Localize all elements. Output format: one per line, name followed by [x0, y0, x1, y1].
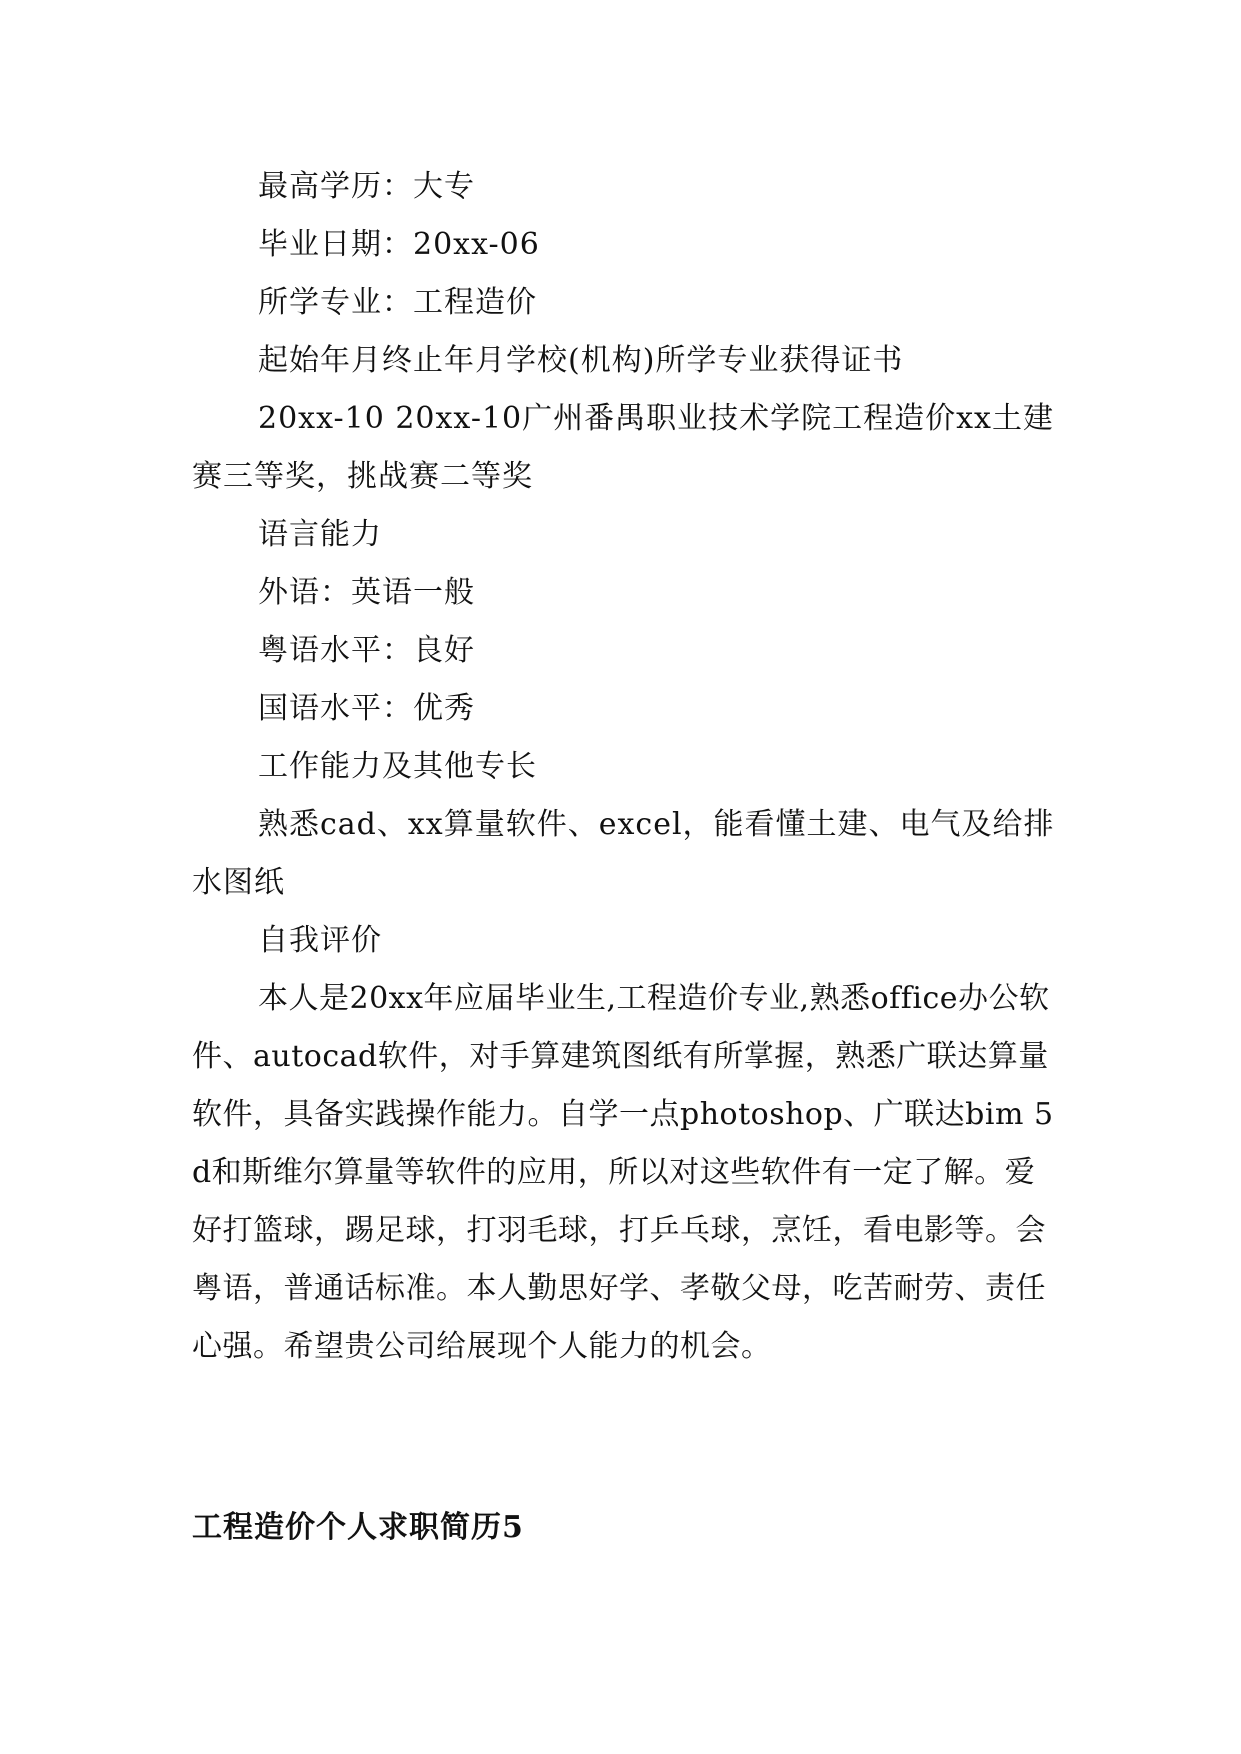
language-heading: 语言能力	[258, 517, 382, 552]
foreign-language: 外语：英语一般	[258, 575, 475, 610]
self-evaluation-heading: 自我评价	[258, 923, 382, 958]
section-title: 工程造价个人求职简历5	[192, 1510, 524, 1545]
education-level: 最高学历：大专	[258, 169, 475, 204]
skills-text: 熟悉cad、xx算量软件、excel，能看懂土建、电气及给排水图纸	[192, 807, 1055, 900]
resume-body	[192, 158, 1060, 1376]
major: 所学专业：工程造价	[258, 285, 537, 320]
cantonese-level: 粤语水平：良好	[258, 633, 475, 668]
graduation-date: 毕业日期：20xx-06	[258, 227, 540, 262]
education-entry: 20xx-10 20xx-10广州番禺职业技术学院工程造价xx土建赛三等奖，挑战赛二等奖	[192, 401, 1054, 494]
skills-heading: 工作能力及其他专长	[258, 749, 537, 784]
education-table-header: 起始年月终止年月学校(机构)所学专业获得证书	[258, 343, 904, 378]
mandarin-level: 国语水平：优秀	[258, 691, 475, 726]
self-evaluation-text: 本人是20xx年应届毕业生,工程造价专业,熟悉office办公软件、autocad软件，对手算建筑图纸有所掌握，熟悉广联达算量软件，具备实践操作能力。自学一点photoshop、广联达bim 5d和斯维尔算量等软件的应用，所以对这些软件有一定了解。爱好打篮球，踢足球，打羽毛球，打乒乓球，烹饪，看电影等。会粤语，普通话标准。本人勤思好学、孝敬父母，吃苦耐劳、责任心强。希望贵公司给展现个人能力的机会。	[192, 981, 1054, 1364]
